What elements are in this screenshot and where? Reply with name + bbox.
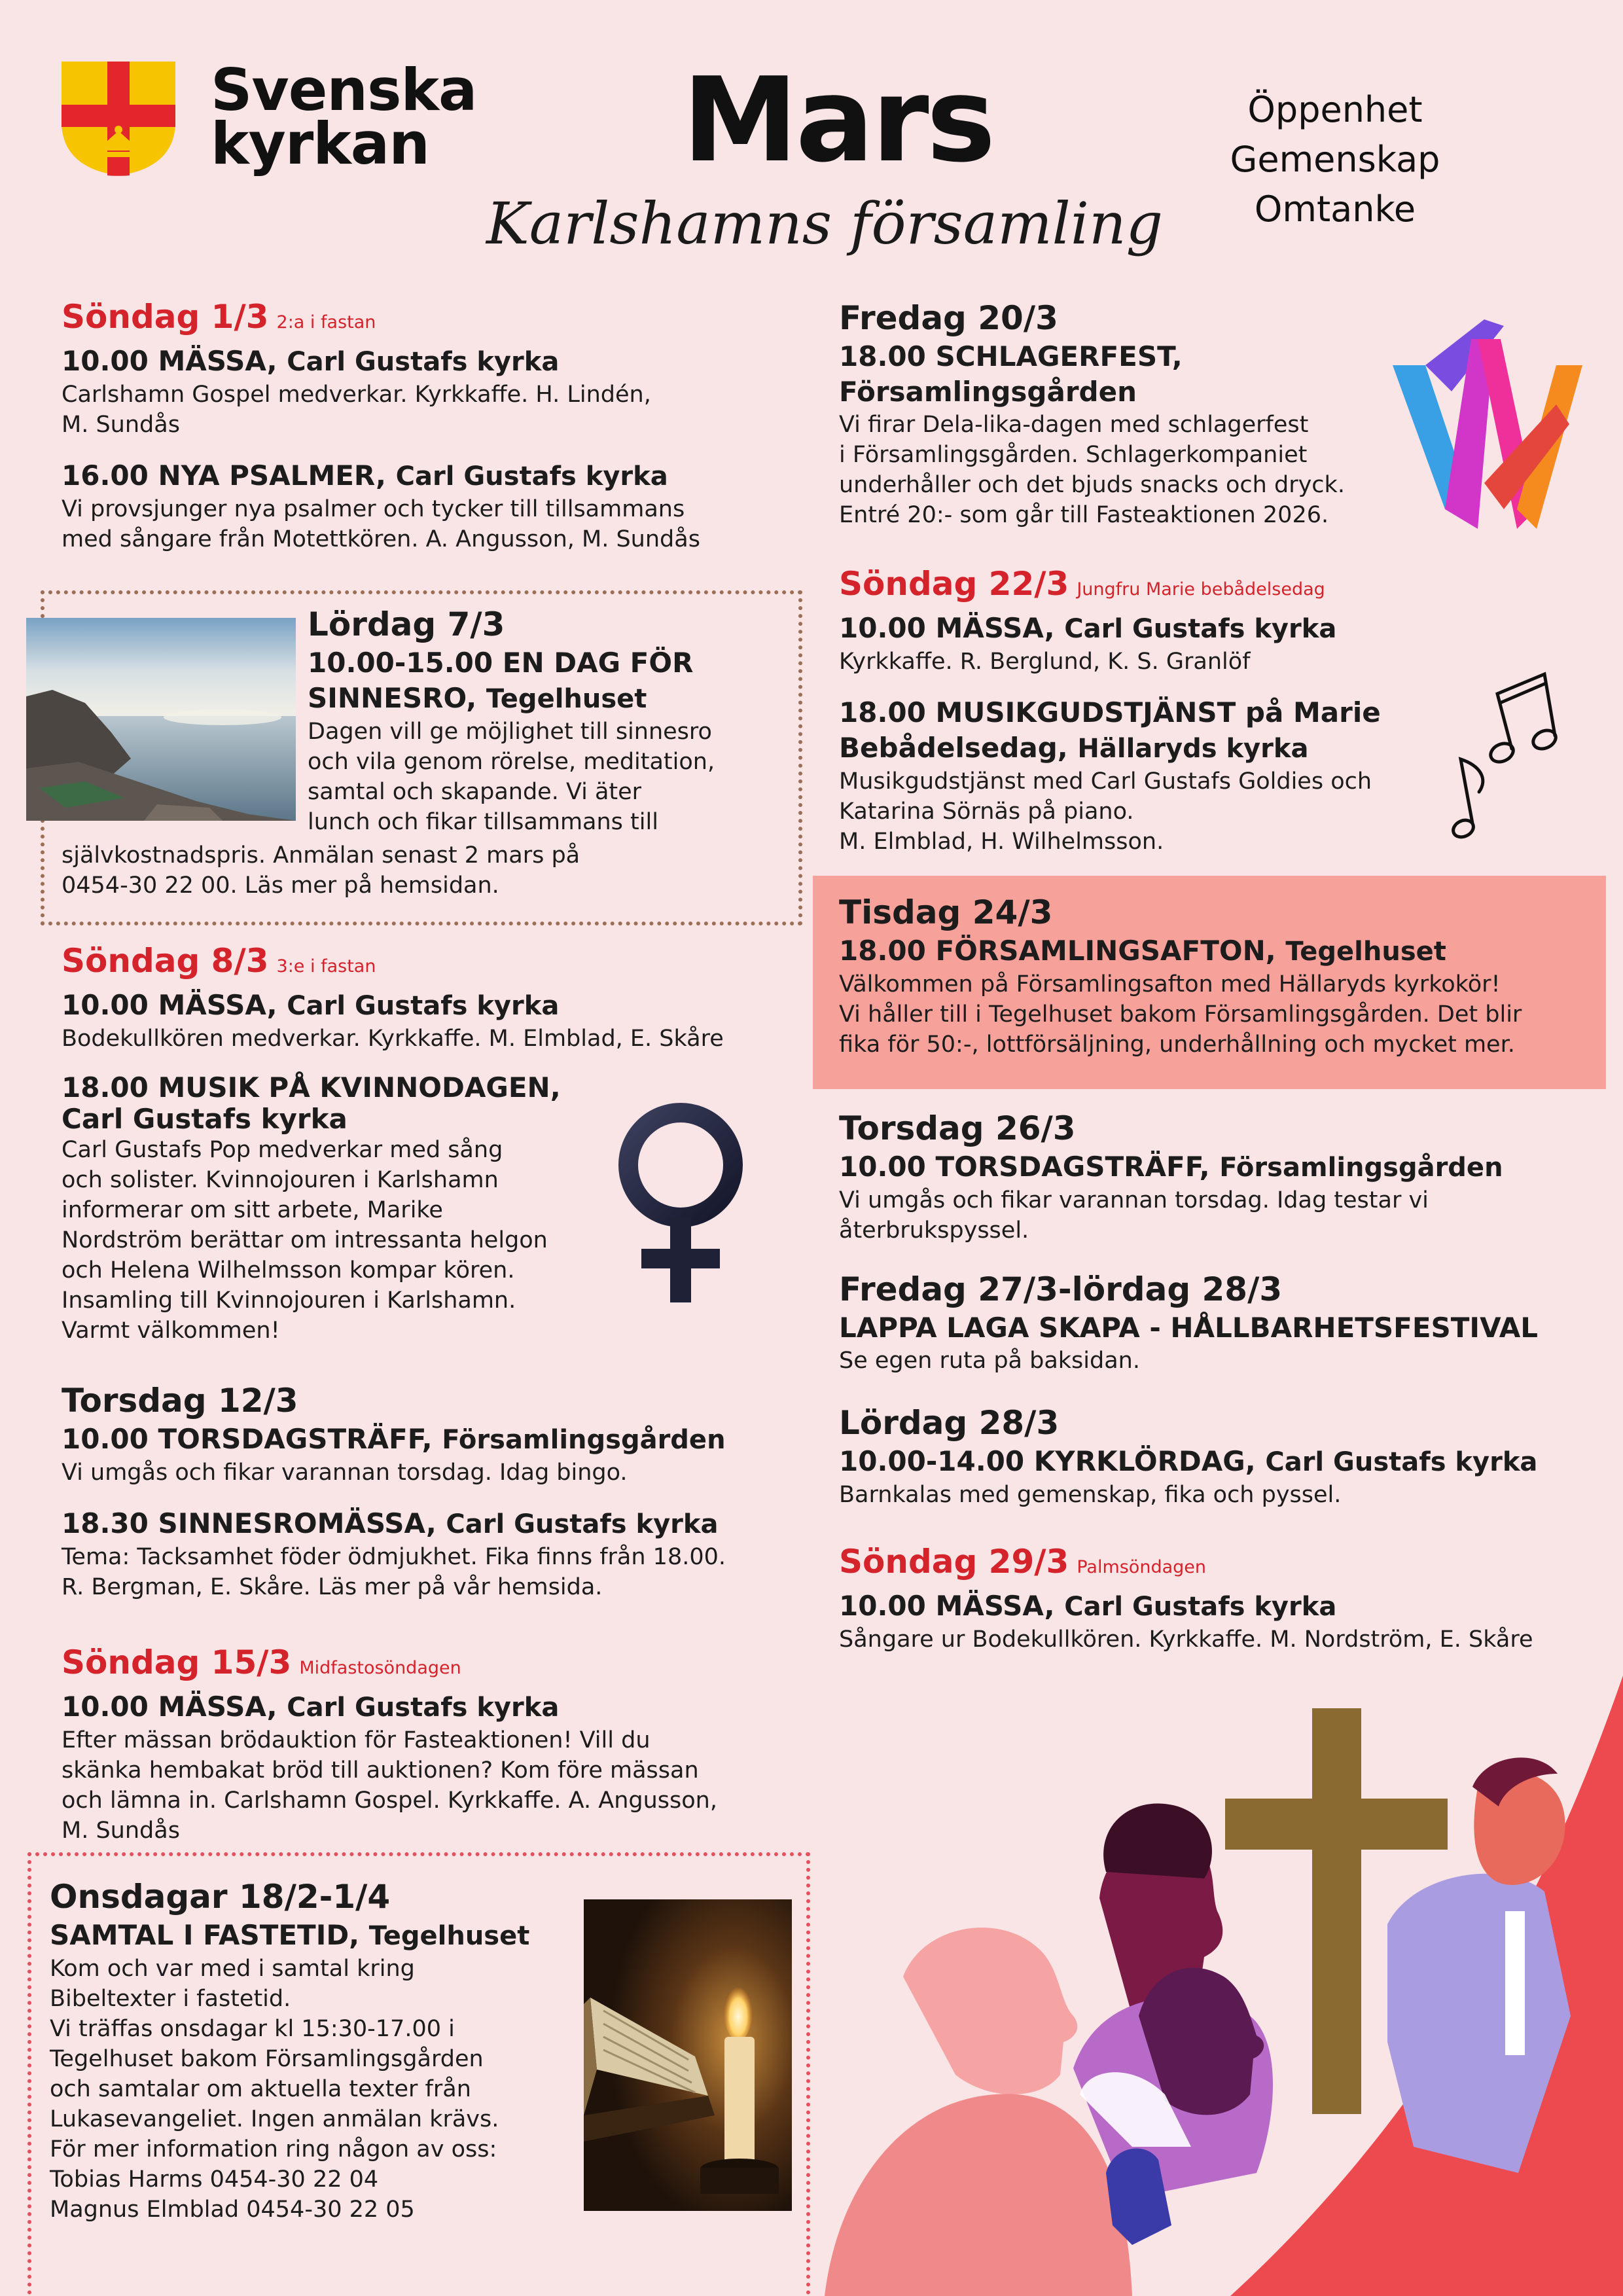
event-desc: med sångare från Motettkören. A. Angusson, M. Sundås [62,526,700,552]
event-desc: Carl Gustafs Pop medverkar med sång [62,1137,503,1163]
event-desc: Barnkalas med gemenskap, fika och pyssel. [839,1482,1342,1508]
brand-line-2: kyrkan [211,110,429,177]
event-location: Carl Gustafs kyrka [62,1103,348,1135]
event-saturday-7-3 [308,603,792,837]
event-title: 18.00 SCHLAGERFEST, [839,340,1183,372]
church-crest-icon [59,59,178,178]
event-desc: skänka hembakat bröd till auktionen? Kom före mässan [62,1757,699,1784]
event-desc: och vila genom rörelse, meditation, [308,749,715,775]
event-desc: Katarina Sörnäs på piano. [839,798,1134,825]
event-saturday-28-3 [839,1402,1598,1510]
event-desc: Vi umgås och fikar varannan torsdag. Idag bingo. [62,1460,628,1486]
svenska-kyrkan-logo [59,56,478,183]
day-heading: Onsdagar 18/2-1/4 [50,1878,391,1916]
event-desc: återbrukspyssel. [839,1217,1029,1244]
event-title: Bebådelsedag, Hällaryds kyrka [839,732,1309,764]
event-desc: Dagen vill ge möjlighet till sinnesro [308,719,712,745]
event-desc: och Helena Wilhelmsson kompar kören. [62,1257,515,1283]
event-title: 18.30 SINNESROMÄSSA, Carl Gustafs kyrka [62,1507,719,1539]
day-heading: Torsdag 12/3 [62,1382,298,1420]
event-title: 10.00 TORSDAGSTRÄFF, Församlingsgården [62,1423,726,1455]
people-and-cross-illustration [825,1676,1623,2296]
candle-bible-photo [584,1899,792,2211]
event-desc: samtal och skapande. Vi äter [308,779,642,805]
event-friday-27-3 [839,1268,1598,1376]
day-heading: Lördag 28/3 [839,1404,1060,1442]
event-sunday-29-3 [839,1541,1598,1655]
day-heading: Fredag 27/3-lördag 28/3 [839,1270,1283,1308]
event-title: 10.00-14.00 KYRKLÖRDAG, Carl Gustafs kyrka [839,1445,1538,1477]
event-desc: Bodekullkören medverkar. Kyrkkaffe. M. Elmblad, E. Skåre [62,1026,724,1052]
event-wednesdays [50,1876,573,2225]
event-desc: Vi träffas onsdagar kl 15:30-17.00 i [50,2016,455,2042]
parish-name: Karlshamns församling [486,190,1163,257]
day-heading: Söndag 8/3 3:e i fastan [62,942,376,980]
event-desc: Efter mässan brödauktion för Fasteaktionen! Vill du [62,1727,651,1753]
event-desc: Carlshamn Gospel medverkar. Kyrkkaffe. H. Lindén, [62,382,651,408]
venus-symbol-icon [609,1100,753,1309]
event-title: 16.00 NYA PSALMER, Carl Gustafs kyrka [62,459,668,492]
day-heading: Fredag 20/3 [839,299,1058,337]
brand-line-1: Svenska [211,56,477,124]
event-desc: M. Sundås [62,412,180,438]
event-desc: i Församlingsgården. Schlagerkompaniet [839,442,1308,468]
event-desc: Insamling till Kvinnojouren i Karlshamn. [62,1287,516,1314]
event-desc: Se egen ruta på baksidan. [839,1348,1140,1374]
day-heading: Tisdag 24/3 [839,893,1053,931]
day-heading: Söndag 1/3 2:a i fastan [62,298,376,336]
event-desc: Varmt välkommen! [62,1318,280,1344]
event-title: 18.00 FÖRSAMLINGSAFTON, Tegelhuset [839,935,1446,967]
event-title: SAMTAL I FASTETID, Tegelhuset [50,1919,530,1951]
event-desc: och solister. Kvinnojouren i Karlshamn [62,1167,499,1193]
event-desc: Entré 20:- som går till Fasteaktionen 2026. [839,502,1329,528]
event-desc: lunch och fikar tillsammans till [308,809,658,835]
event-desc: Vi provsjunger nya psalmer och tycker till tillsammans [62,496,685,522]
event-desc: R. Bergman, E. Skåre. Läs mer på vår hemsida. [62,1574,603,1600]
event-desc: Vi firar Dela-lika-dagen med schlagerfest [839,412,1309,438]
music-notes-icon [1440,668,1571,843]
values-list [1171,85,1499,234]
event-title: 18.00 MUSIKGUDSTJÄNST på Marie [839,696,1381,728]
event-title: SINNESRO, Tegelhuset [308,682,647,714]
event-desc: och lämna in. Carlshamn Gospel. Kyrkkaffe. A. Angusson, [62,1787,717,1814]
event-desc: Bibeltexter i fastetid. [50,1986,291,2012]
day-note: Midfastosöndagen [299,1658,461,1678]
event-desc: M. Sundås [62,1818,180,1844]
day-note: 3:e i fastan [276,956,376,977]
event-desc: 0454-30 22 00. Läs mer på hemsidan. [62,872,499,899]
sea-photo [26,618,296,821]
event-title: 10.00 MÄSSA, Carl Gustafs kyrka [839,1590,1337,1622]
event-title: 18.00 MUSIK PÅ KVINNODAGEN, [62,1071,561,1103]
event-desc: underhåller och det bjuds snacks och dryck. [839,472,1345,498]
value-1: Öppenhet [1247,89,1423,130]
event-desc: och samtalar om aktuella texter från [50,2076,471,2102]
event-desc: informerar om sitt arbete, Marike [62,1197,443,1223]
day-note: Palmsöndagen [1077,1557,1206,1577]
event-desc: Tegelhuset bakom Församlingsgården [50,2046,484,2072]
event-title: LAPPA LAGA SKAPA - HÅLLBARHETSFESTIVAL [839,1312,1538,1344]
day-heading: Söndag 15/3 Midfastosöndagen [62,1643,461,1681]
event-desc: Tobias Harms 0454-30 22 04 [50,2166,379,2193]
event-tuesday-24-3 [839,891,1598,1060]
event-thursday-26-3 [839,1107,1598,1246]
event-thursday-12-3 [62,1380,801,1602]
event-desc: Kom och var med i samtal kring [50,1956,415,1982]
event-title: 10.00 MÄSSA, Carl Gustafs kyrka [62,1691,560,1723]
event-title: 10.00-15.00 EN DAG FÖR [308,647,694,679]
month-title: Mars [682,52,993,188]
day-note: 2:a i fastan [276,312,376,332]
day-heading: Söndag 29/3 Palmsöndagen [839,1543,1206,1581]
event-title: 10.00 MÄSSA, Carl Gustafs kyrka [62,345,560,377]
event-desc: För mer information ring någon av oss: [50,2136,497,2162]
day-note: Jungfru Marie bebådelsedag [1077,579,1325,600]
event-title: 10.00 MÄSSA, Carl Gustafs kyrka [62,989,560,1021]
event-desc: fika för 50:-, lottförsäljning, underhållning och mycket mer. [839,1031,1515,1058]
event-desc: Magnus Elmblad 0454-30 22 05 [50,2197,415,2223]
event-desc: självkostnadspris. Anmälan senast 2 mars på [62,842,580,869]
event-desc: Musikgudstjänst med Carl Gustafs Goldies och [839,768,1372,795]
event-desc: Tema: Tacksamhet föder ödmjukhet. Fika finns från 18.00. [62,1544,726,1570]
event-desc: Kyrkkaffe. R. Berglund, K. S. Granlöf [839,649,1251,675]
event-desc: Vi håller till i Tegelhuset bakom Församlingsgården. Det blir [839,1001,1522,1028]
value-2: Gemenskap [1230,139,1440,180]
event-desc: Sångare ur Bodekullkören. Kyrkkaffe. M. Nordström, E. Skåre [839,1626,1533,1653]
event-desc: Lukasevangeliet. Ingen anmälan krävs. [50,2106,499,2132]
melodifestivalen-logo-icon [1386,313,1589,539]
event-location: Församlingsgården [839,376,1137,408]
value-3: Omtanke [1254,188,1416,230]
event-sunday-15-3 [62,1641,801,1846]
day-heading: Lördag 7/3 [308,605,505,643]
event-title: 10.00 MÄSSA, Carl Gustafs kyrka [839,612,1337,644]
day-heading: Torsdag 26/3 [839,1109,1076,1147]
event-friday-20-3 [839,297,1428,530]
event-desc: Välkommen på Församlingsafton med Hällaryds kyrkokör! [839,971,1501,997]
event-title: 10.00 TORSDAGSTRÄFF, Församlingsgården [839,1151,1503,1183]
day-heading: Söndag 22/3 Jungfru Marie bebådelsedag [839,565,1325,603]
event-desc: Nordström berättar om intressanta helgon [62,1227,548,1253]
event-desc: Vi umgås och fikar varannan torsdag. Idag testar vi [839,1187,1429,1213]
event-saturday-7-3-cont [62,840,781,901]
event-sunday-1-3 [62,296,801,554]
event-desc: M. Elmblad, H. Wilhelmsson. [839,829,1164,855]
